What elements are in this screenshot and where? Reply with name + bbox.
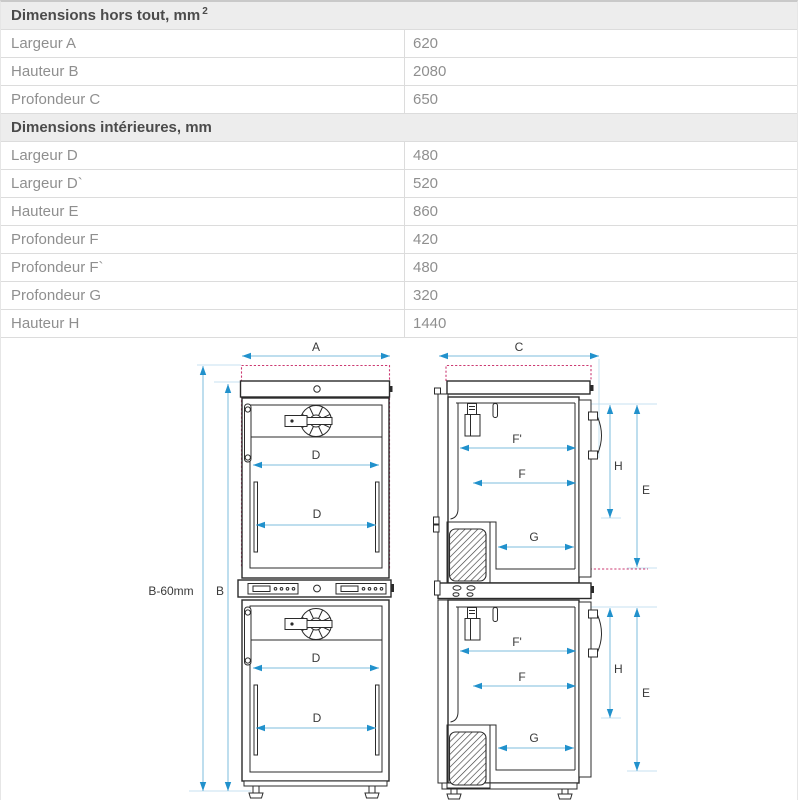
dimension-arrowhead <box>225 782 231 791</box>
compressor-hatch <box>450 732 487 785</box>
table-row <box>1 86 797 114</box>
dimension-arrowhead <box>634 558 640 567</box>
door-hinge-lower <box>245 607 252 665</box>
section-header-text <box>1 2 208 29</box>
spec-value: 320 <box>404 282 797 309</box>
spec-label: Profondeur F <box>11 231 99 248</box>
vent-band <box>435 581 595 599</box>
back-tab <box>435 581 441 595</box>
display-screen <box>341 586 358 592</box>
dimension-arrowhead <box>607 509 613 518</box>
panel-porthole <box>314 585 321 592</box>
panel-button <box>274 588 277 591</box>
spec-value: 520 <box>404 170 797 197</box>
spec-label: Largeur D <box>11 147 78 164</box>
dimension-arrowhead <box>634 405 640 414</box>
display-screen <box>253 586 270 592</box>
spec-value: 620 <box>404 30 797 57</box>
panel-latch <box>590 385 594 391</box>
compressor-hatch <box>450 529 487 581</box>
table-row <box>1 170 797 198</box>
door-hinge-upper <box>245 404 252 462</box>
door-handle <box>589 451 598 459</box>
panel-button <box>280 588 283 591</box>
spec-value: 860 <box>404 198 797 225</box>
panel-latch <box>591 586 594 593</box>
foot <box>447 789 461 799</box>
spec-label: Largeur A <box>11 35 77 52</box>
panel-button <box>292 588 295 591</box>
probe-pin <box>493 404 498 418</box>
foot <box>249 786 263 798</box>
panel-latch <box>391 584 394 592</box>
door-side-upper <box>579 400 602 577</box>
front-view <box>148 340 394 798</box>
glass-strip <box>376 685 380 755</box>
dimension-arrowhead <box>225 384 231 393</box>
dim-label-e: E <box>642 686 651 700</box>
panel-button <box>362 588 365 591</box>
dimension-arrowhead <box>381 353 390 359</box>
dim-label-d: D <box>311 651 321 665</box>
door-handle-arc <box>598 615 602 652</box>
dim-label-g: G <box>529 731 539 745</box>
spec-value: 480 <box>404 254 797 281</box>
spec-value: 480 <box>404 142 797 169</box>
table-row <box>1 30 797 58</box>
dimension-arrowhead <box>242 353 251 359</box>
table-section-header <box>1 114 797 142</box>
vent-slot <box>467 593 473 597</box>
vent-slot <box>453 593 459 597</box>
dimension-arrowhead <box>634 762 640 771</box>
back-tab <box>435 388 441 394</box>
door-handle <box>589 412 598 420</box>
section-title: Dimensions hors tout, mm <box>11 7 201 24</box>
dim-label-e: E <box>642 483 651 497</box>
dim-label-d: D <box>311 448 321 462</box>
panel-button <box>374 588 377 591</box>
door-side-lower <box>579 602 602 777</box>
back-tab <box>434 517 440 524</box>
spec-label: Profondeur C <box>11 91 101 108</box>
dim-label-h: H <box>614 662 623 676</box>
probe-pin <box>493 608 498 622</box>
table-row <box>1 58 797 86</box>
panel-latch <box>390 386 393 392</box>
dim-label-f-prime: F' <box>512 635 522 649</box>
dimension-arrowhead <box>634 608 640 617</box>
foot <box>365 786 379 798</box>
table-row <box>1 142 797 170</box>
dim-label-f-prime: F' <box>512 432 522 446</box>
dim-label-b60: B-60mm <box>148 584 194 598</box>
table-row <box>1 282 797 310</box>
table-row <box>1 254 797 282</box>
dim-label-g: G <box>529 530 539 544</box>
table-row <box>1 310 797 338</box>
section-superscript: 2 <box>202 6 208 17</box>
control-panel <box>238 580 394 597</box>
dimension-arrowhead <box>607 608 613 617</box>
panel-button <box>368 588 371 591</box>
table-row <box>1 226 797 254</box>
dim-label-f: F <box>518 670 526 684</box>
technical-drawing <box>1 338 797 800</box>
spec-label: Hauteur E <box>11 203 79 220</box>
side-view <box>434 340 658 799</box>
spec-label: Hauteur H <box>11 315 80 332</box>
glass-strip <box>254 482 258 552</box>
glass-strip <box>254 685 258 755</box>
porthole <box>314 386 320 392</box>
top-panel-side <box>447 381 590 394</box>
cabinet-base <box>244 781 387 786</box>
table-section-header <box>1 2 797 30</box>
panel-button <box>380 588 383 591</box>
vent-slot <box>453 586 461 590</box>
dimension-arrowhead <box>200 366 206 375</box>
spec-value: 1440 <box>404 310 797 337</box>
spec-value: 650 <box>404 86 797 113</box>
spec-value: 2080 <box>404 58 797 85</box>
dim-label-b: B <box>215 584 225 598</box>
panel-button <box>286 588 289 591</box>
spec-label: Profondeur F` <box>11 259 104 276</box>
vent-slot <box>467 586 475 590</box>
spec-label: Largeur D` <box>11 175 83 192</box>
sensor-block <box>465 415 480 437</box>
section-header-text <box>1 114 214 141</box>
foot <box>558 789 572 799</box>
dim-label-d: D <box>312 507 322 521</box>
dimension-arrowhead <box>590 353 599 359</box>
dimension-arrowhead <box>607 405 613 414</box>
spec-label: Profondeur G <box>11 287 102 304</box>
dimension-arrowhead <box>607 709 613 718</box>
sensor-block <box>465 619 480 641</box>
spec-label: Hauteur B <box>11 63 79 80</box>
glass-strip <box>376 482 380 552</box>
door-handle <box>589 649 598 657</box>
dimension-arrowhead <box>200 782 206 791</box>
back-tab <box>434 525 440 532</box>
spec-value: 420 <box>404 226 797 253</box>
door-handle-arc <box>598 417 602 454</box>
door-handle <box>589 610 598 618</box>
dimension-arrowhead <box>439 353 448 359</box>
dimensions-table <box>1 2 797 338</box>
dim-label-d: D <box>312 711 322 725</box>
dim-label-h: H <box>614 459 623 473</box>
dim-label-a: A <box>311 340 321 354</box>
section-title: Dimensions intérieures, mm <box>11 119 212 136</box>
envelope-outline-side <box>446 366 591 382</box>
dim-label-c: C <box>514 340 524 354</box>
table-row <box>1 198 797 226</box>
dim-label-f: F <box>518 467 526 481</box>
